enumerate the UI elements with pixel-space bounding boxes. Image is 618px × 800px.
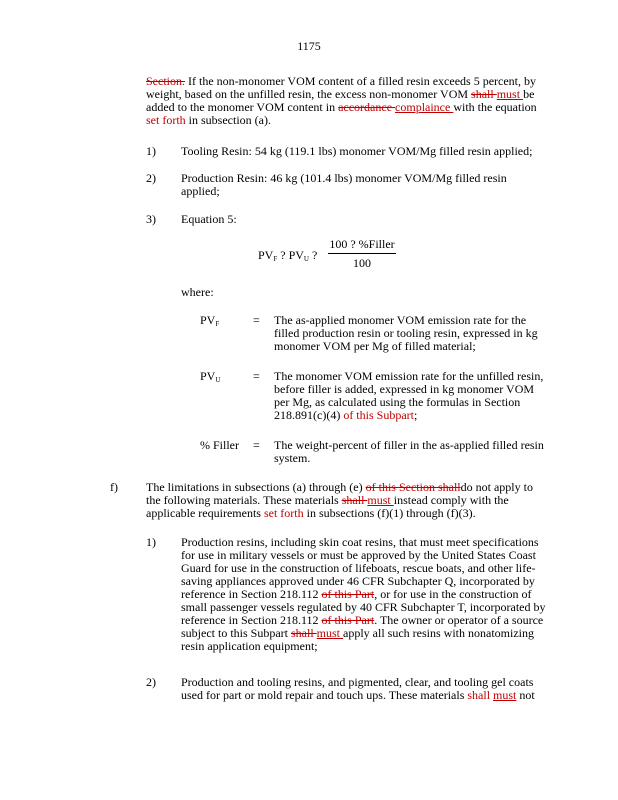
term-text: % Filler	[200, 438, 239, 452]
definition-term	[200, 314, 219, 331]
definition-term	[200, 439, 239, 452]
term-subscript: F	[215, 320, 220, 328]
inserted-text: must	[496, 87, 524, 101]
page-number: 1175	[297, 39, 321, 53]
where-label: where:	[181, 285, 214, 299]
term-text: PV	[200, 369, 216, 383]
paragraph-text: apply all such resins with nonatomizing resin application equipment;	[181, 626, 534, 653]
definition-text: The weight-percent of filler in the as-applied filled resin system.	[274, 438, 544, 465]
f1-paragraph	[181, 536, 546, 653]
inserted-text: must	[493, 688, 517, 702]
paragraph-text: in subsections (f)(1) through (f)(3).	[303, 506, 476, 520]
paragraph-text: . The owner or operator of a source subject to this Subpart	[181, 613, 544, 640]
equation-term: ?	[308, 248, 318, 262]
item-number: 2)	[146, 675, 156, 689]
fraction-bar	[328, 253, 396, 254]
paragraph-text: , or for use in the construction of small passenger vessels regulated by 40 CFR Subchapter T, incorporated by reference in Section 218.112	[181, 587, 546, 627]
f2-paragraph	[181, 676, 551, 702]
definition-body: The monomer VOM emission rate for the unfilled resin, before filler is added, expressed in kg monomer VOM per Mg, as calculated using the formulas in Section 218.891(c)(4)	[274, 369, 544, 422]
equation-term: ? PV	[277, 248, 304, 262]
deleted-text: Section.	[146, 74, 185, 88]
section-label: f)	[110, 480, 118, 494]
paragraph-text: Production and tooling resins, and pigmented, clear, and tooling gel coats used for part or mold repair and touch ups. These materials	[181, 675, 534, 702]
deleted-text: accordance	[338, 100, 396, 114]
equation-term: PV	[258, 248, 274, 262]
definition-body: ;	[413, 408, 418, 422]
paragraph-text: Production resins, including skin coat resins, that must meet specifications for use in military vessels or must be approved by the United States Coast Guard for use in the construction of lifeboats, rescue boats, and other life-saving appliances approved under 46 CFR Subchapter Q, incorporated by reference in Section 218.112	[181, 535, 539, 601]
inserted-text: complaince	[395, 100, 454, 114]
equation-denominator: 100	[353, 256, 371, 270]
paragraph-text: not	[516, 688, 535, 702]
deleted-text: shall	[291, 626, 317, 640]
inserted-text: must	[367, 493, 394, 507]
item-number: 1)	[146, 144, 156, 158]
paragraph-text: If the non-monomer VOM content of a filled resin exceeds 5 percent, by weight, based on the unfilled resin, the excess non-monomer VOM	[146, 74, 536, 101]
deleted-text: of this Section shall	[365, 480, 461, 494]
equation-subscript: F	[273, 255, 278, 263]
equation-numerator: 100 ? %Filler	[329, 237, 395, 251]
term-subscript: U	[215, 376, 221, 384]
paragraph-text: with the equation	[453, 100, 537, 114]
item-text: Tooling Resin: 54 kg (119.1 lbs) monomer VOM/Mg filled resin applied;	[181, 144, 533, 158]
deleted-text: of this Part	[321, 587, 375, 601]
term-text: PV	[200, 313, 216, 327]
item-number: 3)	[146, 212, 156, 226]
definition-text: The as-applied monomer VOM emission rate for the filled production resin or tooling resin, expressed in kg monomer VOM per Mg of filled material;	[274, 313, 538, 353]
definition-text	[274, 370, 546, 422]
paragraph-text: in subsection (a).	[185, 113, 271, 127]
deleted-text: of this Part	[321, 613, 375, 627]
red-text: set forth	[263, 506, 304, 520]
paragraph-text: The limitations in subsections (a) through (e)	[146, 480, 366, 494]
paragraph-text: do not apply to the following materials. These materials	[146, 480, 533, 507]
definition-equals: =	[253, 369, 260, 383]
definition-term	[200, 370, 220, 387]
inserted-text: must	[316, 626, 344, 640]
red-text: set forth	[146, 113, 186, 127]
paragraph-text: instead comply with the applicable requirements	[146, 493, 509, 520]
equation-subscript: U	[303, 255, 309, 263]
definition-equals: =	[253, 438, 260, 452]
deleted-text: shall	[471, 87, 497, 101]
deleted-text: shall	[341, 493, 368, 507]
item-number: 1)	[146, 535, 156, 549]
item-number: 2)	[146, 171, 156, 185]
item-text: Equation 5:	[181, 212, 237, 226]
intro-paragraph	[146, 75, 544, 127]
item-text: Production Resin: 46 kg (101.4 lbs) monomer VOM/Mg filled resin applied;	[181, 171, 507, 198]
red-text: shall	[467, 688, 494, 702]
paragraph-text: be added to the monomer VOM content in	[146, 87, 535, 114]
red-text: of this Subpart	[340, 408, 414, 422]
equation-lhs	[258, 249, 317, 266]
section-f-paragraph	[146, 481, 544, 520]
equation	[258, 238, 408, 274]
definition-equals: =	[253, 313, 260, 327]
